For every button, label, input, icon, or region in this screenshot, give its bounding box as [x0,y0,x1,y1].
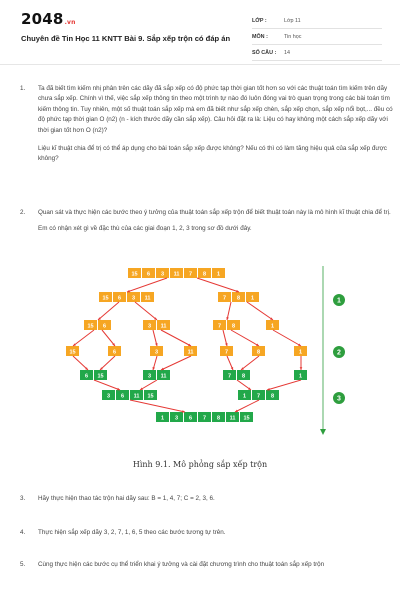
split-cell-label: 7 [222,295,227,302]
meta-key: SỐ CÂU : [252,49,277,56]
arrow-line [241,356,259,370]
arrow-line [273,330,301,346]
arrow-line [267,380,301,390]
stage-2-label: 2 [337,349,341,357]
arrow-line [161,356,191,370]
split-cell-label: 6 [112,349,117,356]
arrow-line [227,302,231,320]
arrow-line [127,278,167,292]
merge-cell-label: 15 [147,393,154,400]
stage-3-label: 3 [337,395,341,403]
merge-cell-label: 3 [147,373,152,380]
split-cell-label: 8 [256,349,261,356]
split-cell-label: 15 [87,323,94,330]
merge-cell-label: 7 [227,373,232,380]
arrow-head [127,290,130,292]
merge-cell-label: 15 [97,373,104,380]
merge-cell-label: 11 [133,393,140,400]
question-number: 3. [20,495,26,502]
merge-cell-label: 15 [243,415,250,422]
question-text [38,208,393,235]
split-cell-label: 1 [298,349,303,356]
arrow-line [130,400,185,412]
meta-value: Lớp 11 [284,17,301,24]
arrow-line [73,356,88,370]
merge-cell-label: 1 [242,393,247,400]
split-cell-label: 7 [188,271,193,278]
merge-cell-label: 7 [202,415,207,422]
split-cell-label: 1 [270,323,275,330]
split-cell-label: 3 [131,295,136,302]
question-paragraph: Quan sát và thực hiện các bước theo ý tưởng của thuật toán sắp xếp trộn để biết thuật toán này là mô hình kĩ thuật chia để trị. [38,209,391,216]
question-text [38,84,393,165]
merge-cell-label: 8 [270,393,275,400]
split-cell-label: 11 [173,271,180,278]
question-number: 2. [20,209,26,216]
arrow-line [231,330,259,346]
meta-value: 14 [284,49,290,56]
arrow-head [300,367,303,370]
header-divider [0,64,400,65]
split-cell-label: 6 [102,323,107,330]
question-paragraph: Ta đã biết tìm kiếm nhị phân trên các dãy đã sắp xếp có độ phức tạp thời gian tốt hơn so với các thuật toán tìm kiếm trên dãy chưa sắp xếp. Chính vì thế, việc sắp xếp thông tin theo một trình tự nào đó luôn đóng vai trò quan trọng trong các bài toán tìm kiếm thông tin. Tuy nhiên, một số thuật toán sắp xếp mà em đã biết như sắp xếp chèn, sắp xếp chọn, sắp xếp nổi bọt,... đều có độ phức tạp thời gian O (n2) (n - kích thước dãy cần sắp xếp). Câu hỏi đặt ra là: Liệu có hay không một cách sắp xếp dãy với thời gian tốt hơn O (n2)? [38,85,393,134]
split-cell-label: 15 [69,349,76,356]
split-cell-label: 11 [187,349,194,356]
arrow-line [235,400,259,412]
arrow-line [135,302,157,320]
document-meta [252,13,382,61]
merge-cell-label: 8 [216,415,221,422]
split-cell-label: 1 [250,295,255,302]
merge-cell-label: 1 [298,373,303,380]
split-cell-label: 1 [216,271,221,278]
arrow-line [161,330,191,346]
merge-cell-label: 3 [106,393,111,400]
question-number: 4. [20,529,26,536]
arrow-line [140,380,157,390]
merge-cell-label: 11 [229,415,236,422]
question-paragraph: Liệu kĩ thuật chia để trị có thể áp dụng cho bài toán sắp xếp được không? Nếu có thì có làm tăng hiệu quả của sắp xếp được không? [38,145,387,163]
question-text: Hãy thực hiện thao tác trộn hai dãy sau: B = 1, 4, 7; C = 2, 3, 6. [38,495,215,502]
document-title: Chuyên đề Tin Học 11 KNTT Bài 9. Sắp xếp trộn có đáp án [21,34,231,43]
split-cell-label: 3 [160,271,165,278]
split-cell-label: 15 [131,271,138,278]
meta-key: LỚP : [252,17,267,24]
split-cell-label: 8 [231,323,236,330]
stage-1-label: 1 [337,297,341,305]
question-text: Cùng thực hiện các bước cụ thể triển khai ý tưởng và cài đặt chương trình cho thuật toán sắp xếp trộn [38,561,325,568]
question-number: 5. [20,561,26,568]
merge-cell-label: 6 [120,393,125,400]
split-cell-label: 8 [236,295,241,302]
question-paragraph: Em có nhận xét gì về đặc thù của các giai đoạn 1, 2, 3 trong sơ đồ dưới đây. [38,225,252,233]
split-cell-label: 6 [146,271,151,278]
split-cell-label: 11 [160,323,167,330]
split-cell-label: 15 [102,295,109,302]
merge-cell-label: 6 [84,373,89,380]
merge-cell-label: 6 [188,415,193,422]
arrow-line [94,380,120,390]
split-cell-label: 7 [217,323,222,330]
merge-cell-label: 11 [160,373,167,380]
arrow-line [100,356,115,370]
question-number: 1. [20,85,26,92]
meta-value: Tin học [284,33,302,40]
split-cell-label: 8 [202,271,207,278]
split-cell-label: 7 [224,349,229,356]
merge-cell-label: 7 [256,393,261,400]
arrow-head [236,290,239,292]
arrow-line [247,302,273,320]
split-cell-label: 11 [144,295,151,302]
meta-key: MÔN : [252,33,268,40]
question-text: Thực hiện sắp xếp dãy 3, 2, 7, 1, 6, 5 theo các bước tương tự trên. [38,529,226,536]
arrow-line [102,330,115,346]
meta-row-class [252,13,382,29]
split-cell-label: 3 [154,349,159,356]
meta-row-subject [252,29,382,45]
merge-sort-figure [55,258,355,438]
page-header [0,0,400,64]
merge-cell-label: 1 [160,415,165,422]
merge-cell-label: 8 [241,373,246,380]
arrow-line [98,302,119,320]
stage-axis-arrow [320,429,326,435]
split-cell-label: 3 [147,323,152,330]
arrow-line [197,278,239,292]
split-cell-label: 6 [117,295,122,302]
figure-caption: Hình 9.1. Mô phỏng sắp xếp trộn [132,460,268,469]
site-logo[interactable]: 2048.vn [21,10,76,28]
merge-sort-diagram [55,258,355,438]
meta-row-count [252,45,382,61]
arrow-line [73,330,94,346]
merge-cell-label: 3 [174,415,179,422]
